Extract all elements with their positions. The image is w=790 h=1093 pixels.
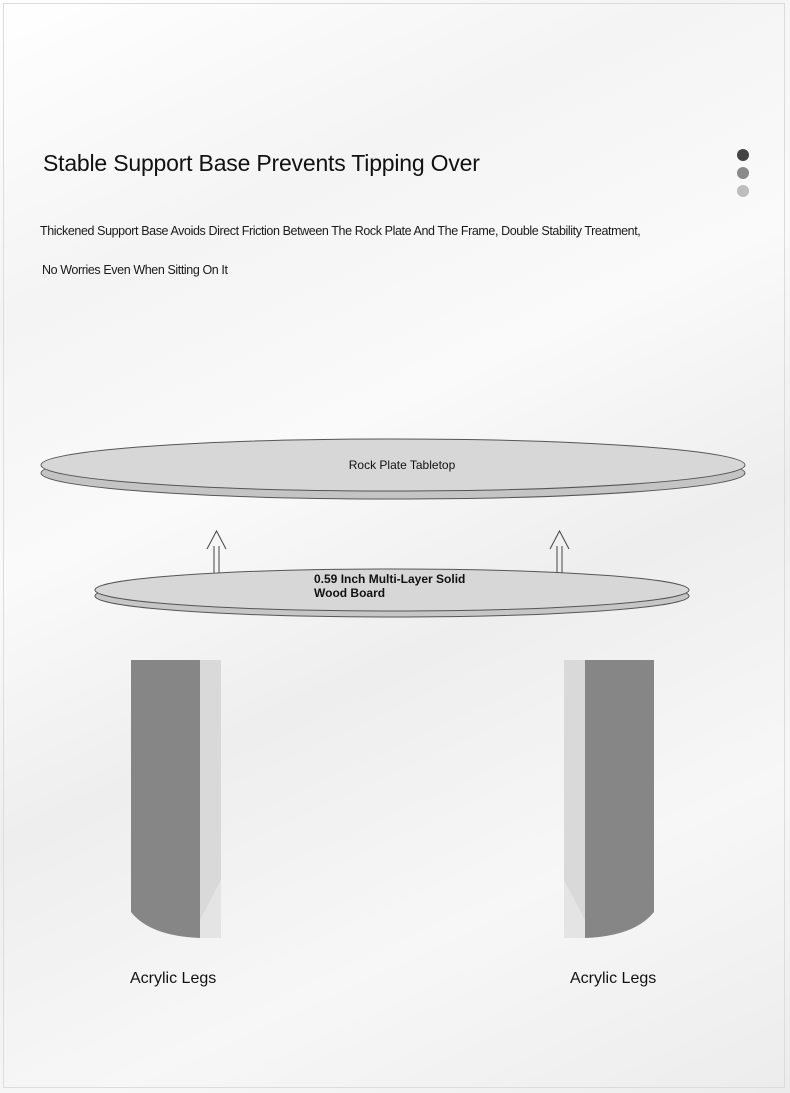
description-line-2: No Worries Even When Sitting On It: [42, 263, 228, 277]
left-leg-label: Acrylic Legs: [130, 970, 217, 987]
right-acrylic-leg: [564, 660, 654, 938]
tabletop-label: Rock Plate Tabletop: [348, 458, 456, 472]
left-acrylic-leg: [131, 660, 221, 938]
page-title: Stable Support Base Prevents Tipping Over: [43, 150, 480, 176]
board-label-line-2: Wood Board: [314, 586, 386, 600]
board-label-line-1: 0.59 Inch Multi-Layer Solid: [314, 572, 466, 586]
wood-board: [95, 569, 689, 617]
rock-plate-tabletop: [41, 439, 745, 499]
description-line-1: Thickened Support Base Avoids Direct Friction Between The Rock Plate And The Frame, Double Stability Treatment,: [40, 224, 641, 238]
right-leg-label: Acrylic Legs: [570, 970, 657, 987]
